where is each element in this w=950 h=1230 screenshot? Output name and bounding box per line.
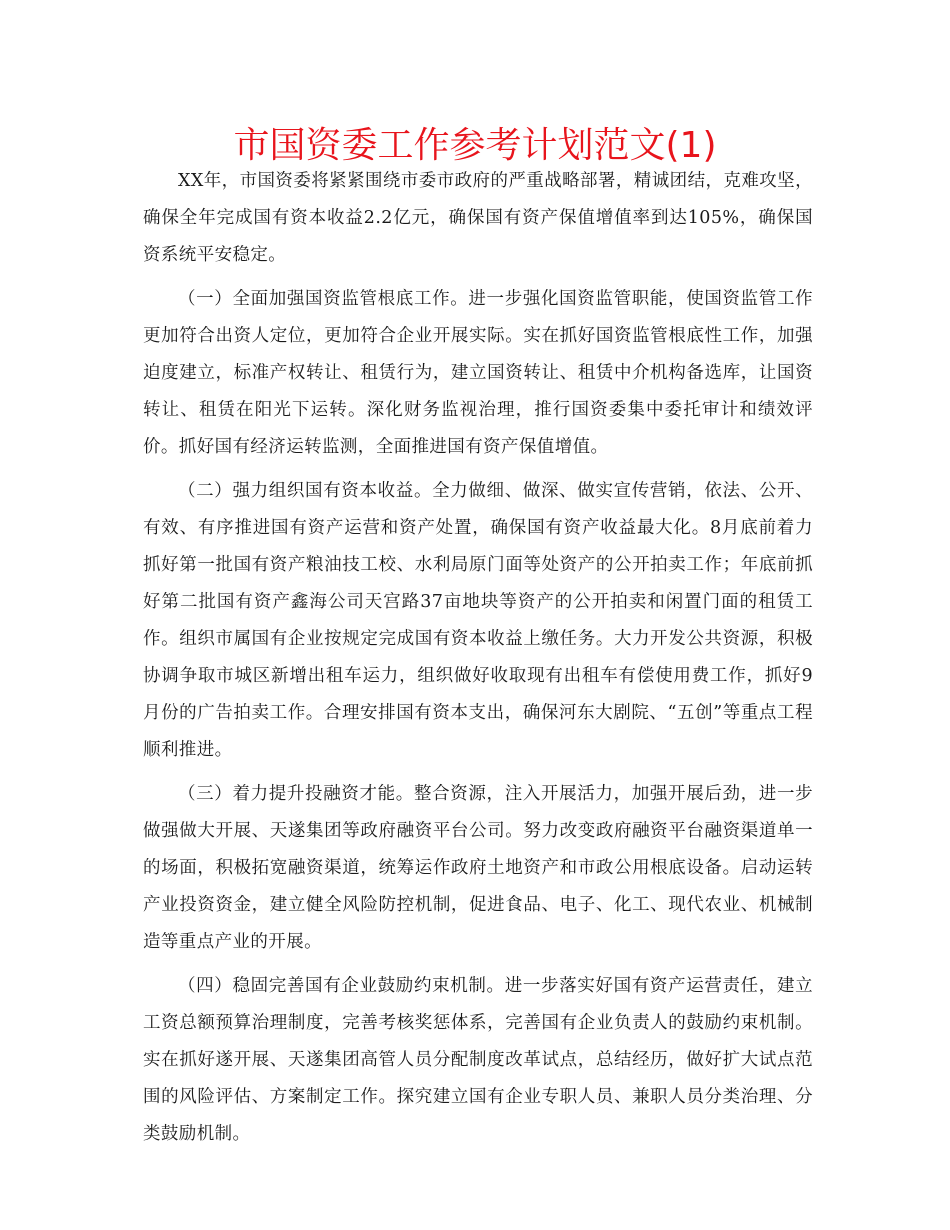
paragraph-section-2: （二）强力组织国有资本收益。全力做细、做深、做实宣传营销，依法、公开、有效、有序推进国有资产运营和资产处置，确保国有资产收益最大化。8月底前着力抓好第一批国有资产粮油技工校、水利局原门面等处资产的公开拍卖工作；年底前抓好第二批国有资产鑫海公司天宫路37亩地块等资产的公开拍卖和闲置门面的租赁工作。组织市属国有企业按规定完成国有资本收益上缴任务。大力开发公共资源，积极协调争取市城区新增出租车运力，组织做好收取现有出租车有偿使用费工作，抓好9月份的广告拍卖工作。合理安排国有资本支出，确保河东大剧院、“五创”等重点工程顺利推进。 — [143, 481, 813, 760]
paragraph-section-4: （四）稳固完善国有企业鼓励约束机制。进一步落实好国有资产运营责任，建立工资总额预算治理制度，完善考核奖惩体系，完善国有企业负责人的鼓励约束机制。实在抓好遂开展、天遂集团高管人员分配制度改革试点，总结经历，做好扩大试点范围的风险评估、方案制定工作。探究建立国有企业专职人员、兼职人员分类治理、分类鼓励机制。 — [143, 976, 813, 1144]
paragraph-section-1: （一）全面加强国资监管根底工作。进一步强化国资监管职能，使国资监管工作更加符合出资人定位，更加符合企业开展实际。实在抓好国资监管根底性工作，加强迫度建立，标准产权转让、租赁行为，建立国资转让、租赁中介机构备选库，让国资转让、租赁在阳光下运转。深化财务监视治理，推行国资委集中委托审计和绩效评价。抓好国有经济运转监测，全面推进国有资产保值增值。 — [143, 289, 813, 457]
document-title: 市国资委工作参考计划范文(1) — [233, 125, 717, 166]
paragraph-section-3: （三）着力提升投融资才能。整合资源，注入开展活力，加强开展后劲，进一步做强做大开展、天遂集团等政府融资平台公司。努力改变政府融资平台融资渠道单一的场面，积极拓宽融资渠道，统筹运作政府土地资产和市政公用根底设备。启动运转产业投资资金，建立健全风险防控机制，促进食品、电子、化工、现代农业、机械制造等重点产业的开展。 — [143, 784, 813, 952]
paragraph-intro: XX年，市国资委将紧紧围绕市委市政府的严重战略部署，精诚团结，克难攻坚，确保全年完成国有资本收益2.2亿元，确保国有资产保值增值率到达105%，确保国资系统平安稳定。 — [143, 171, 813, 265]
document-body — [143, 163, 813, 1160]
